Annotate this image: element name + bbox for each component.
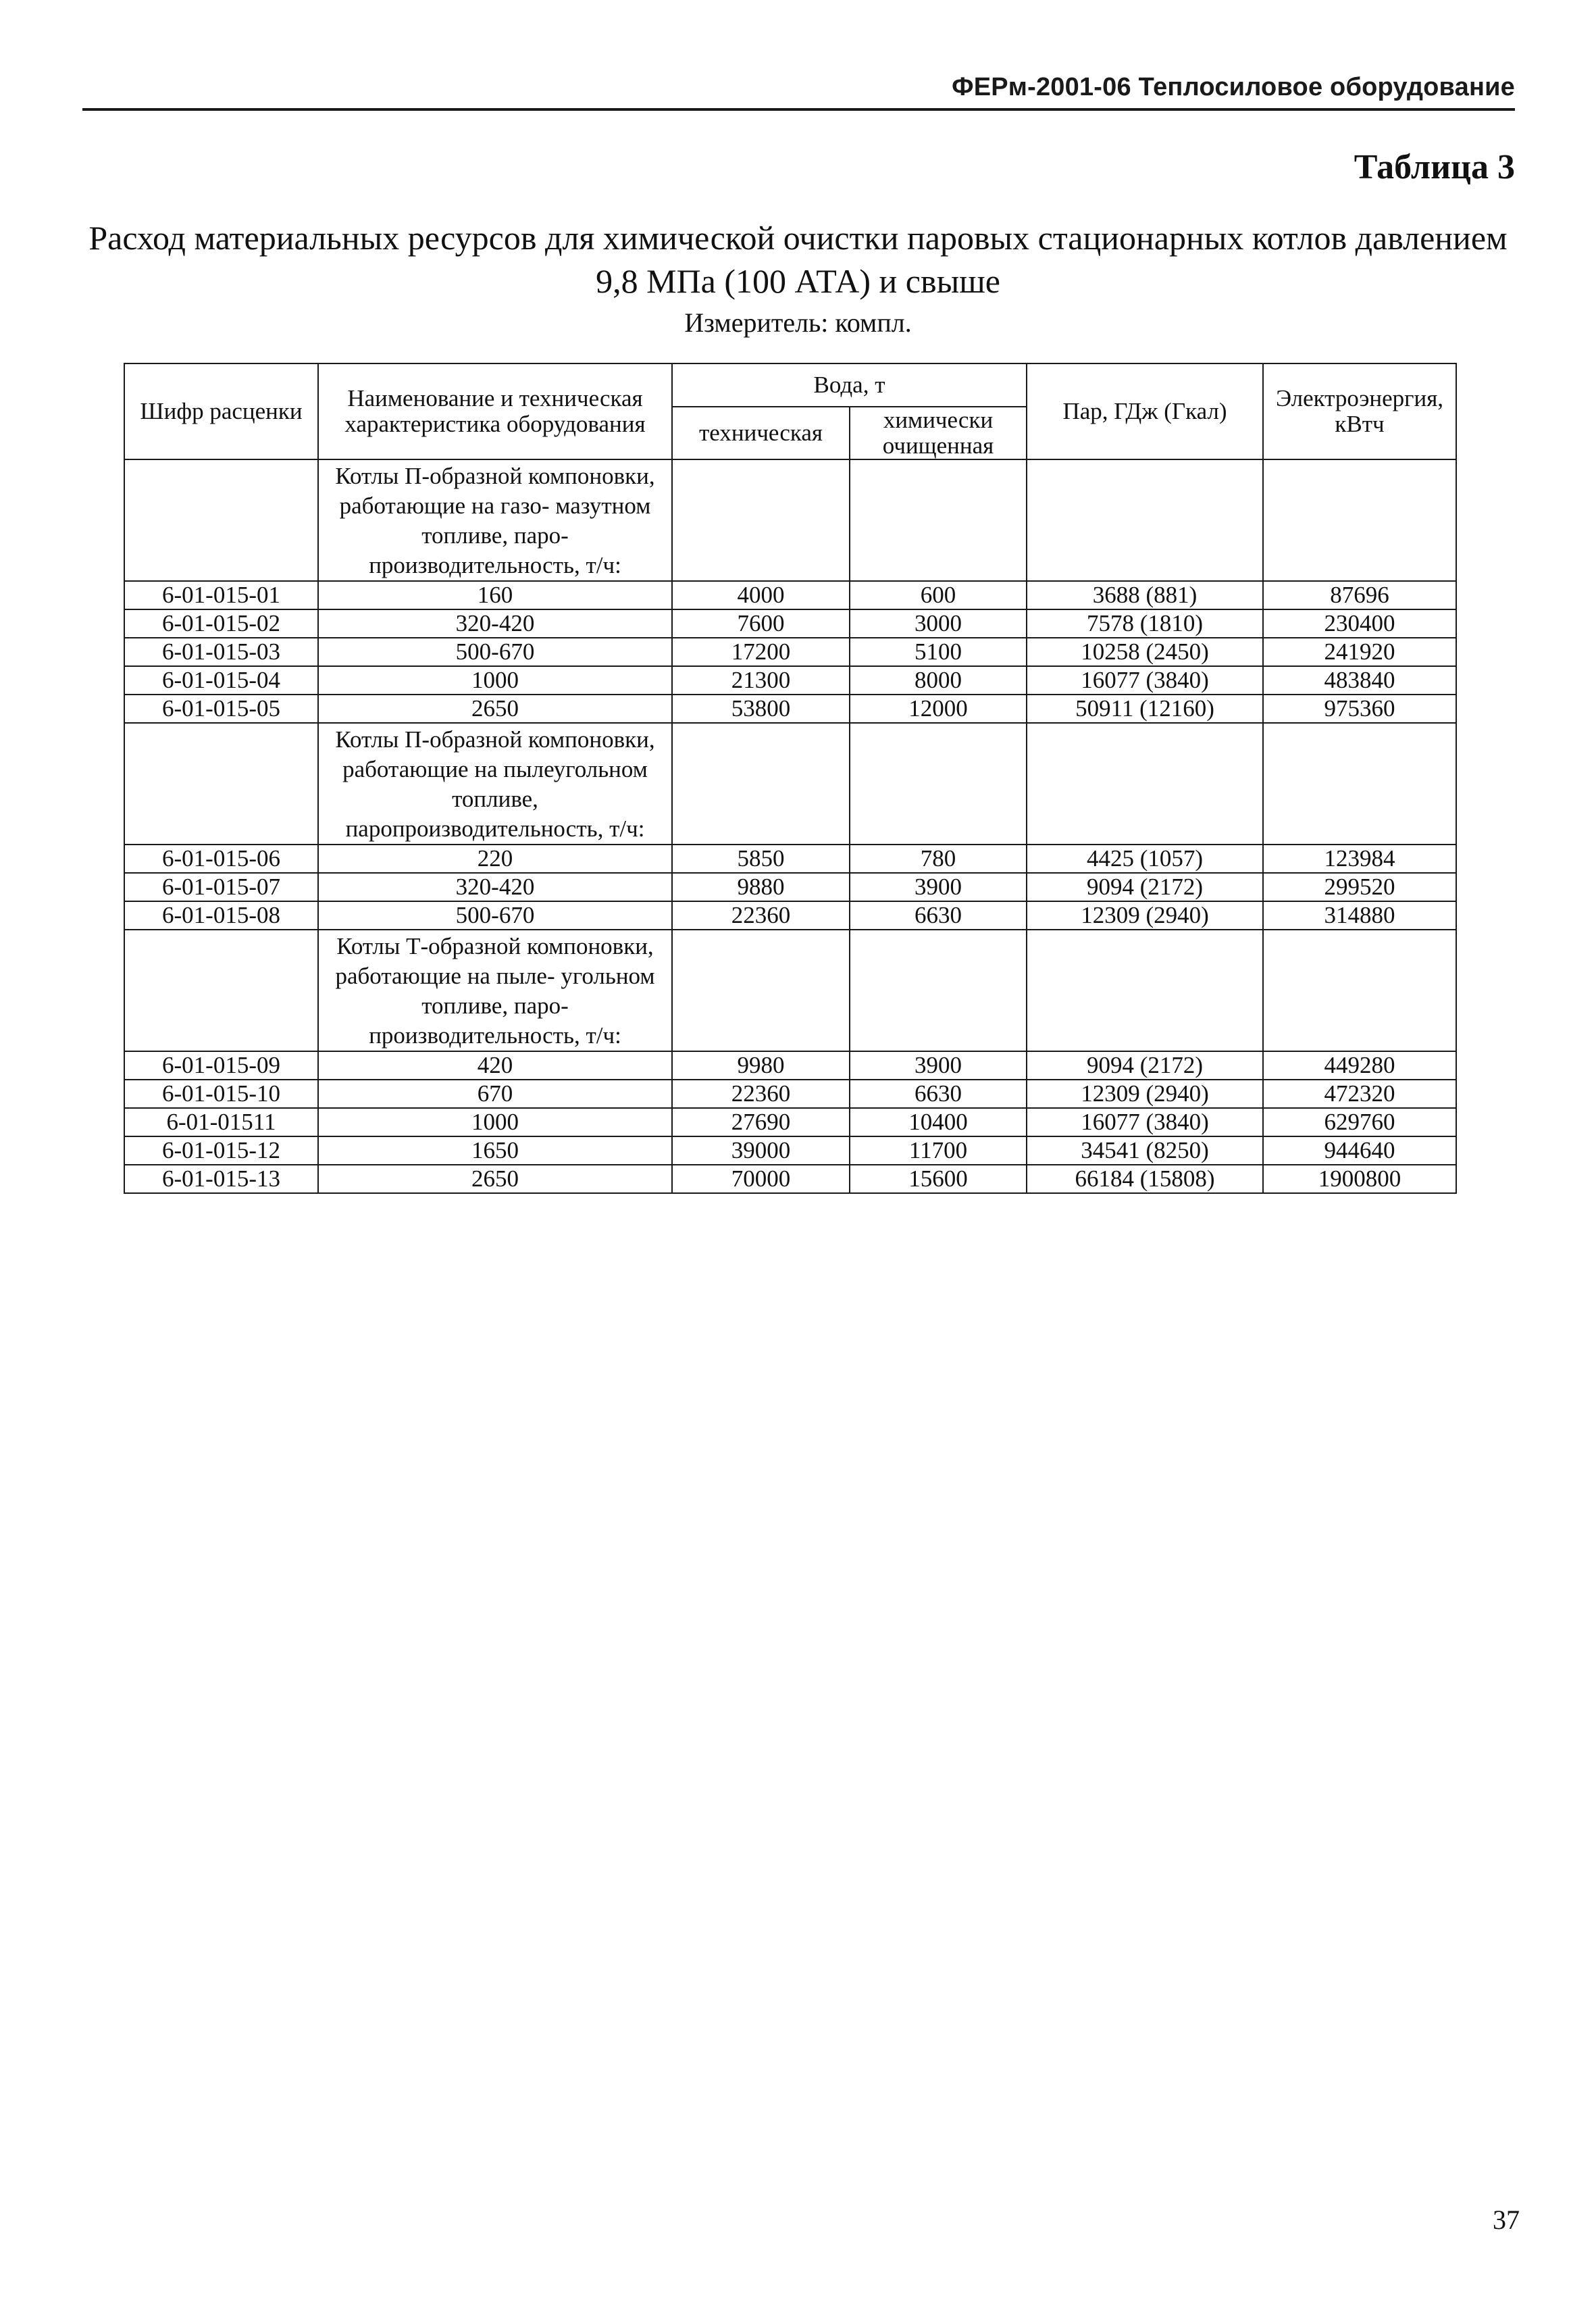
group-row bbox=[124, 723, 1456, 845]
cell-water-tech: 21300 bbox=[672, 666, 850, 695]
cell-steam: 9094 (2172) bbox=[1027, 1051, 1263, 1080]
cell-steam: 9094 (2172) bbox=[1027, 873, 1263, 901]
cell-steam: 12309 (2940) bbox=[1027, 901, 1263, 930]
cell-water-chem: 8000 bbox=[850, 666, 1027, 695]
cell-electricity: 1900800 bbox=[1263, 1165, 1456, 1193]
page-number: 37 bbox=[1493, 2205, 1520, 2235]
cell-electricity: 230400 bbox=[1263, 609, 1456, 638]
cell-steam: 4425 (1057) bbox=[1027, 845, 1263, 873]
table-row bbox=[124, 695, 1456, 723]
cell-capacity: 1000 bbox=[318, 1108, 672, 1136]
cell-electricity: 299520 bbox=[1263, 873, 1456, 901]
empty-cell bbox=[672, 459, 850, 581]
cell-water-chem: 780 bbox=[850, 845, 1027, 873]
cell-capacity: 500-670 bbox=[318, 638, 672, 666]
header-electricity: Электроэнергия, кВтч bbox=[1263, 363, 1456, 459]
cell-steam: 10258 (2450) bbox=[1027, 638, 1263, 666]
cell-electricity: 483840 bbox=[1263, 666, 1456, 695]
cell-capacity: 220 bbox=[318, 845, 672, 873]
group-row bbox=[124, 930, 1456, 1051]
cell-code: 6-01-015-01 bbox=[124, 581, 318, 609]
header-water-chemical: химически очищенная bbox=[850, 407, 1027, 459]
cell-water-chem: 12000 bbox=[850, 695, 1027, 723]
table-row bbox=[124, 873, 1456, 901]
table-label: Таблица 3 bbox=[1354, 148, 1515, 186]
table-row bbox=[124, 901, 1456, 930]
group-description: Котлы П-образной компоновки, работающие на газо- мазутном топливе, паро- производительность, т/ч: bbox=[318, 459, 672, 581]
table-row bbox=[124, 581, 1456, 609]
cell-capacity: 2650 bbox=[318, 695, 672, 723]
cell-water-tech: 22360 bbox=[672, 901, 850, 930]
cell-steam: 16077 (3840) bbox=[1027, 1108, 1263, 1136]
header-water: Вода, т bbox=[672, 363, 1027, 407]
empty-cell bbox=[1027, 930, 1263, 1051]
cell-steam: 16077 (3840) bbox=[1027, 666, 1263, 695]
resources-table bbox=[124, 363, 1457, 1194]
cell-electricity: 241920 bbox=[1263, 638, 1456, 666]
cell-code: 6-01-015-10 bbox=[124, 1080, 318, 1108]
group-description: Котлы Т-образной компоновки, работающие на пыле- угольном топливе, паро- производительность, т/ч: bbox=[318, 930, 672, 1051]
table-row bbox=[124, 1136, 1456, 1165]
cell-steam: 66184 (15808) bbox=[1027, 1165, 1263, 1193]
table-row bbox=[124, 1080, 1456, 1108]
empty-cell bbox=[124, 723, 318, 845]
empty-cell bbox=[672, 930, 850, 1051]
table-header bbox=[124, 363, 1456, 459]
table-row bbox=[124, 1051, 1456, 1080]
cell-code: 6-01-015-04 bbox=[124, 666, 318, 695]
cell-water-chem: 10400 bbox=[850, 1108, 1027, 1136]
header-water-technical: техническая bbox=[672, 407, 850, 459]
document-title: Расход материальных ресурсов для химической очистки паровых стационарных котлов давлением 9,8 МПа (100 АТА) и свыше bbox=[88, 219, 1508, 300]
cell-code: 6-01-015-02 bbox=[124, 609, 318, 638]
cell-water-chem: 15600 bbox=[850, 1165, 1027, 1193]
cell-electricity: 87696 bbox=[1263, 581, 1456, 609]
empty-cell bbox=[124, 459, 318, 581]
empty-cell bbox=[1263, 723, 1456, 845]
group-description: Котлы П-образной компоновки, работающие на пылеугольном топливе, паропроизводительность, т/ч: bbox=[318, 723, 672, 845]
header-rule bbox=[82, 108, 1515, 111]
empty-cell bbox=[124, 930, 318, 1051]
measure-unit: Измеритель: компл. bbox=[684, 307, 912, 338]
cell-water-tech: 39000 bbox=[672, 1136, 850, 1165]
table-row bbox=[124, 1108, 1456, 1136]
cell-water-chem: 3900 bbox=[850, 1051, 1027, 1080]
cell-code: 6-01-015-12 bbox=[124, 1136, 318, 1165]
header-code: Шифр расценки bbox=[124, 363, 318, 459]
cell-capacity: 1000 bbox=[318, 666, 672, 695]
cell-water-chem: 3900 bbox=[850, 873, 1027, 901]
group-row bbox=[124, 459, 1456, 581]
cell-code: 6-01-015-13 bbox=[124, 1165, 318, 1193]
cell-code: 6-01-015-03 bbox=[124, 638, 318, 666]
header-name: Наименование и техническая характеристика оборудования bbox=[318, 363, 672, 459]
title-block bbox=[81, 216, 1515, 341]
cell-water-chem: 11700 bbox=[850, 1136, 1027, 1165]
table-row bbox=[124, 638, 1456, 666]
cell-electricity: 449280 bbox=[1263, 1051, 1456, 1080]
cell-water-tech: 9880 bbox=[672, 873, 850, 901]
cell-water-chem: 600 bbox=[850, 581, 1027, 609]
empty-cell bbox=[850, 930, 1027, 1051]
table-row bbox=[124, 609, 1456, 638]
empty-cell bbox=[1263, 459, 1456, 581]
cell-electricity: 472320 bbox=[1263, 1080, 1456, 1108]
cell-capacity: 500-670 bbox=[318, 901, 672, 930]
cell-electricity: 314880 bbox=[1263, 901, 1456, 930]
cell-water-tech: 17200 bbox=[672, 638, 850, 666]
empty-cell bbox=[1263, 930, 1456, 1051]
cell-electricity: 944640 bbox=[1263, 1136, 1456, 1165]
cell-steam: 3688 (881) bbox=[1027, 581, 1263, 609]
cell-water-tech: 53800 bbox=[672, 695, 850, 723]
cell-capacity: 1650 bbox=[318, 1136, 672, 1165]
cell-electricity: 123984 bbox=[1263, 845, 1456, 873]
table-body bbox=[124, 459, 1456, 1193]
cell-water-chem: 6630 bbox=[850, 1080, 1027, 1108]
cell-capacity: 320-420 bbox=[318, 609, 672, 638]
cell-code: 6-01-015-05 bbox=[124, 695, 318, 723]
cell-water-chem: 6630 bbox=[850, 901, 1027, 930]
cell-water-tech: 9980 bbox=[672, 1051, 850, 1080]
cell-capacity: 670 bbox=[318, 1080, 672, 1108]
cell-water-tech: 5850 bbox=[672, 845, 850, 873]
empty-cell bbox=[1027, 459, 1263, 581]
cell-steam: 7578 (1810) bbox=[1027, 609, 1263, 638]
cell-code: 6-01-015-07 bbox=[124, 873, 318, 901]
cell-steam: 12309 (2940) bbox=[1027, 1080, 1263, 1108]
table-row bbox=[124, 845, 1456, 873]
cell-steam: 50911 (12160) bbox=[1027, 695, 1263, 723]
cell-water-tech: 7600 bbox=[672, 609, 850, 638]
cell-water-tech: 22360 bbox=[672, 1080, 850, 1108]
cell-electricity: 629760 bbox=[1263, 1108, 1456, 1136]
cell-code: 6-01-015-08 bbox=[124, 901, 318, 930]
cell-water-chem: 5100 bbox=[850, 638, 1027, 666]
cell-capacity: 420 bbox=[318, 1051, 672, 1080]
header-steam: Пар, ГДж (Гкал) bbox=[1027, 363, 1263, 459]
cell-code: 6-01-01511 bbox=[124, 1108, 318, 1136]
cell-electricity: 975360 bbox=[1263, 695, 1456, 723]
empty-cell bbox=[672, 723, 850, 845]
cell-water-chem: 3000 bbox=[850, 609, 1027, 638]
cell-water-tech: 70000 bbox=[672, 1165, 850, 1193]
empty-cell bbox=[850, 723, 1027, 845]
table-row bbox=[124, 1165, 1456, 1193]
empty-cell bbox=[850, 459, 1027, 581]
cell-capacity: 320-420 bbox=[318, 873, 672, 901]
cell-code: 6-01-015-06 bbox=[124, 845, 318, 873]
cell-water-tech: 27690 bbox=[672, 1108, 850, 1136]
cell-capacity: 2650 bbox=[318, 1165, 672, 1193]
cell-steam: 34541 (8250) bbox=[1027, 1136, 1263, 1165]
cell-capacity: 160 bbox=[318, 581, 672, 609]
empty-cell bbox=[1027, 723, 1263, 845]
table-row bbox=[124, 666, 1456, 695]
cell-code: 6-01-015-09 bbox=[124, 1051, 318, 1080]
cell-water-tech: 4000 bbox=[672, 581, 850, 609]
running-header: ФЕРм-2001-06 Теплосиловое оборудование bbox=[952, 73, 1515, 101]
